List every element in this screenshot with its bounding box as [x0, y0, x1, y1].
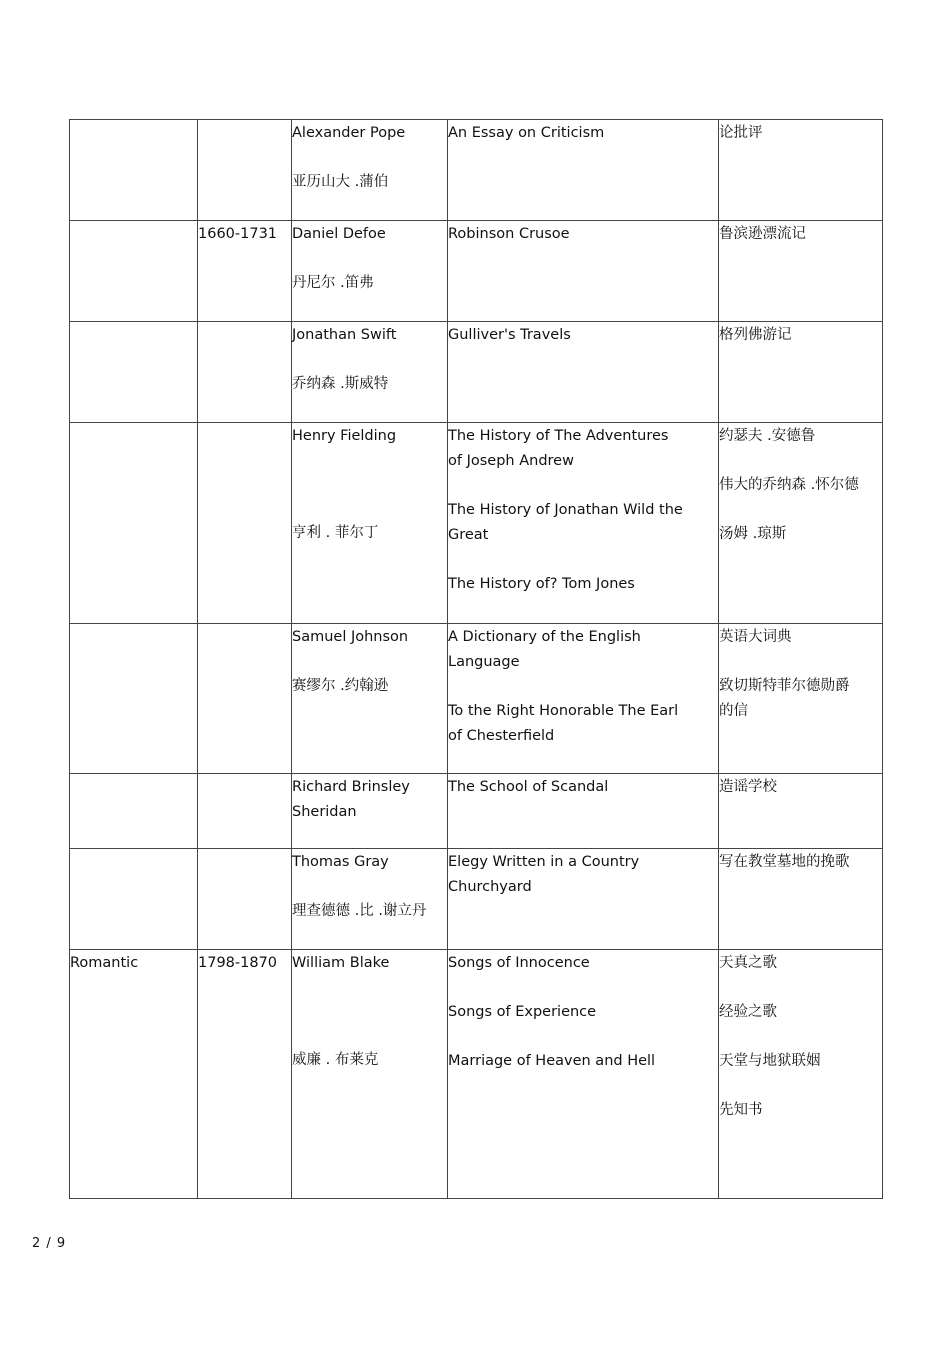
author-cell: [292, 221, 448, 322]
dates-line: 1660-1731: [198, 226, 278, 242]
table-row: [70, 624, 883, 774]
works-line: The History of? Tom Jones: [448, 576, 635, 592]
translation-line: 造谣学校: [719, 779, 777, 795]
author-line: 赛缪尔 .约翰逊: [292, 678, 389, 694]
author-line: Daniel Defoe: [292, 226, 386, 242]
translation-line: 论批评: [719, 125, 763, 141]
author-line: 亨利 . 菲尔丁: [292, 525, 379, 541]
author-line: 丹尼尔 .笛弗: [292, 275, 374, 291]
works-cell: [448, 624, 719, 774]
author-line: 乔纳森 .斯威特: [292, 376, 389, 392]
translation-line: 经验之歌: [719, 1004, 777, 1020]
author-cell: [292, 624, 448, 774]
works-line: The School of Scandal: [448, 779, 609, 795]
dates-cell: [198, 221, 292, 322]
translation-line: 写在教堂墓地的挽歌: [719, 854, 850, 870]
works-line: Songs of Innocence: [448, 955, 590, 971]
works-line: Elegy Written in a Country: [448, 854, 640, 870]
dates-cell: [198, 120, 292, 221]
translation-cell: [719, 950, 883, 1199]
dates-cell: [198, 423, 292, 624]
author-line: Samuel Johnson: [292, 629, 409, 645]
translation-cell: [719, 423, 883, 624]
translation-cell: [719, 322, 883, 423]
works-cell: [448, 120, 719, 221]
author-cell: [292, 774, 448, 849]
table-row: [70, 950, 883, 1199]
period-cell: [70, 423, 198, 624]
period-cell: [70, 849, 198, 950]
translation-cell: [719, 120, 883, 221]
works-line: Robinson Crusoe: [448, 226, 570, 242]
period-cell: [70, 950, 198, 1199]
page-number: 2 / 9: [32, 1236, 67, 1251]
works-line: An Essay on Criticism: [448, 125, 605, 141]
table-body: [70, 120, 883, 1199]
translation-line: 先知书: [719, 1102, 763, 1118]
author-line: Thomas Gray: [292, 854, 389, 870]
works-line: Churchyard: [448, 879, 532, 895]
works-line: Gulliver's Travels: [448, 327, 571, 343]
author-line: Sheridan: [292, 804, 357, 820]
works-cell: [448, 950, 719, 1199]
translation-line: 天堂与地狱联姻: [719, 1053, 821, 1069]
works-line: To the Right Honorable The Earl: [448, 703, 679, 719]
author-line: Henry Fielding: [292, 428, 397, 444]
table-row: [70, 849, 883, 950]
author-line: 亚历山大 .蒲伯: [292, 174, 389, 190]
translation-line: 天真之歌: [719, 955, 777, 971]
translation-cell: [719, 774, 883, 849]
author-line: Alexander Pope: [292, 125, 406, 141]
dates-cell: [198, 774, 292, 849]
author-line: Jonathan Swift: [292, 327, 397, 343]
translation-line: 致切斯特菲尔德勋爵: [719, 678, 850, 694]
dates-cell: [198, 624, 292, 774]
translation-line: 格列佛游记: [719, 327, 792, 343]
author-cell: [292, 322, 448, 423]
period-line: Romantic: [70, 955, 139, 971]
translation-cell: [719, 849, 883, 950]
author-line: Richard Brinsley: [292, 779, 410, 795]
works-line: Language: [448, 654, 520, 670]
author-cell: [292, 950, 448, 1199]
dates-cell: [198, 322, 292, 423]
translation-line: 汤姆 .琼斯: [719, 526, 787, 542]
works-cell: [448, 221, 719, 322]
table-row: [70, 120, 883, 221]
literature-table: [69, 119, 883, 1199]
works-line: The History of Jonathan Wild the: [448, 502, 683, 518]
period-cell: [70, 774, 198, 849]
works-cell: [448, 849, 719, 950]
period-cell: [70, 624, 198, 774]
period-cell: [70, 322, 198, 423]
works-line: A Dictionary of the English: [448, 629, 641, 645]
translation-line: 鲁滨逊漂流记: [719, 226, 806, 242]
translation-line: 伟大的乔纳森 .怀尔德: [719, 477, 859, 493]
translation-line: 的信: [719, 703, 748, 719]
period-cell: [70, 120, 198, 221]
translation-line: 英语大词典: [719, 629, 792, 645]
author-line: William Blake: [292, 955, 390, 971]
author-cell: [292, 120, 448, 221]
author-line: 理查德德 .比 .谢立丹: [292, 903, 427, 919]
table-row: [70, 774, 883, 849]
period-cell: [70, 221, 198, 322]
dates-line: 1798-1870: [198, 955, 278, 971]
dates-cell: [198, 849, 292, 950]
works-line: Great: [448, 527, 489, 543]
author-cell: [292, 423, 448, 624]
works-cell: [448, 774, 719, 849]
table-row: [70, 221, 883, 322]
table-row: [70, 322, 883, 423]
works-cell: [448, 322, 719, 423]
works-cell: [448, 423, 719, 624]
works-line: Songs of Experience: [448, 1004, 597, 1020]
translation-cell: [719, 624, 883, 774]
works-line: of Chesterfield: [448, 728, 555, 744]
author-line: 威廉 . 布莱克: [292, 1052, 379, 1068]
author-cell: [292, 849, 448, 950]
works-line: The History of The Adventures: [448, 428, 669, 444]
table-row: [70, 423, 883, 624]
dates-cell: [198, 950, 292, 1199]
translation-line: 约瑟夫 .安德鲁: [719, 428, 816, 444]
works-line: Marriage of Heaven and Hell: [448, 1053, 656, 1069]
translation-cell: [719, 221, 883, 322]
works-line: of Joseph Andrew: [448, 453, 574, 469]
